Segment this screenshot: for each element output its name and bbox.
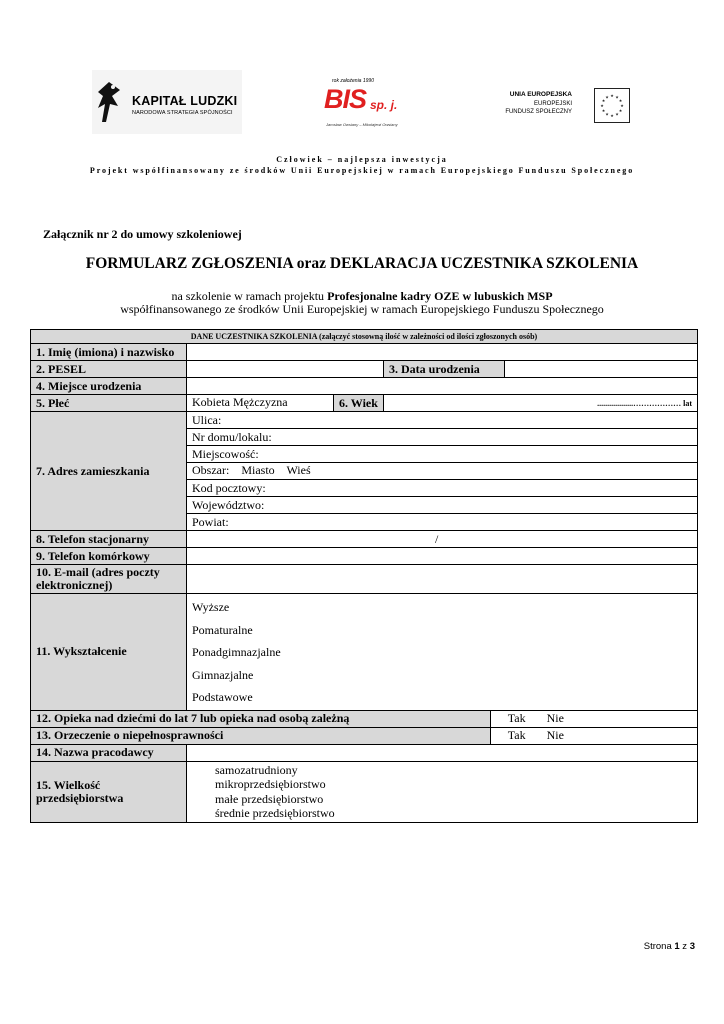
edu-label: Podstawowe	[192, 690, 253, 704]
care-no-label: Nie	[546, 710, 564, 725]
field-name[interactable]	[187, 344, 698, 361]
eu-line2: EUROPEJSKI	[533, 101, 572, 107]
edu-label: Ponadgimnazjalne	[192, 645, 281, 659]
disability-yes-label: Tak	[507, 727, 526, 742]
svg-text:★: ★	[610, 113, 614, 118]
label-pesel: 2. PESEL	[31, 361, 187, 378]
table-header: DANE UCZESTNIKA SZKOLENIA (załączyć stosowną ilość w zależności od ilości zgłoszonych osób)	[31, 330, 698, 344]
area-village-label: Wieś	[283, 463, 311, 477]
size-label: średnie przedsiębiorstwo	[215, 806, 335, 820]
svg-text:★: ★	[620, 103, 624, 108]
field-city[interactable]: Miejscowość:	[187, 446, 698, 463]
edu-option[interactable]	[192, 620, 692, 643]
kapital-ludzki-logo	[92, 70, 242, 134]
field-mobile[interactable]	[187, 548, 698, 565]
form-title: FORMULARZ ZGŁOSZENIA oraz DEKLARACJA UCZESTNIKA SZKOLENIA	[85, 255, 639, 272]
disability-no-label: Nie	[546, 727, 564, 742]
label-care: 12. Opieka nad dziećmi do lat 7 lub opieka nad osobą zależną	[31, 710, 491, 727]
field-landline[interactable]	[187, 531, 698, 548]
bis-suffix: sp. j.	[370, 98, 398, 112]
label-email: 10. E-mail (adres poczty elektronicznej)	[31, 565, 187, 594]
size-label: małe przedsiębiorstwo	[215, 791, 324, 806]
size-label: samozatrudniony	[215, 762, 298, 777]
eu-line3: FUNDUSZ SPOŁECZNY	[505, 109, 572, 115]
size-option[interactable]	[215, 778, 692, 793]
bis-owners-text: Jarosław Owsiany – Mikołajewi Owsiany	[326, 122, 398, 127]
edu-label: Pomaturalne	[192, 622, 253, 637]
label-disability: 13. Orzeczenie o niepełnosprawności	[31, 727, 491, 744]
svg-text:★: ★	[615, 94, 619, 100]
participant-data-table	[30, 329, 698, 823]
page-of: z	[679, 941, 690, 952]
svg-text:★: ★	[601, 108, 606, 113]
page-total: 3	[689, 941, 695, 952]
svg-text:★: ★	[615, 111, 619, 117]
bis-logo	[322, 78, 414, 132]
field-email[interactable]	[187, 565, 698, 594]
label-employer: 14. Nazwa pracodawcy	[31, 744, 187, 761]
field-age[interactable]: ..................……………… lat	[384, 395, 698, 412]
label-address: 7. Adres zamieszkania	[31, 412, 187, 531]
label-name: 1. Imię (imiona) i nazwisko	[31, 344, 187, 361]
edu-option[interactable]	[192, 665, 692, 688]
kapital-ludzki-emblem-icon	[98, 82, 120, 122]
field-company-size	[187, 761, 698, 822]
field-care	[491, 710, 698, 727]
kapital-ludzki-title: KAPITAŁ LUDZKI	[132, 94, 238, 108]
project-pre: na szkolenie w ramach projektu	[171, 289, 328, 303]
landline-separator: /	[435, 531, 439, 546]
size-option[interactable]	[215, 793, 692, 808]
size-label: mikroprzedsiębiorstwo	[215, 777, 326, 791]
bis-wordmark: BIS	[324, 84, 367, 114]
edu-option[interactable]	[192, 597, 692, 620]
label-education: 11. Wykształcenie	[31, 594, 187, 711]
area-city-label: Miasto	[238, 463, 275, 477]
area-label: Obszar:	[192, 463, 230, 477]
attachment-label: Załącznik nr 2 do umowy szkoleniowej	[43, 227, 242, 241]
page-label: Strona	[643, 941, 675, 952]
size-option[interactable]	[215, 764, 692, 779]
edu-label: Wyższe	[192, 600, 230, 614]
label-birth-date: 3. Data urodzenia	[384, 361, 505, 378]
label-birth-place: 4. Miejsce urodzenia	[31, 378, 187, 395]
field-education	[187, 594, 698, 711]
edu-label: Gimnazjalne	[192, 667, 254, 682]
eu-stars-flag-icon	[594, 88, 630, 123]
field-birth-place[interactable]	[187, 378, 698, 395]
label-age: 6. Wiek	[334, 395, 384, 412]
svg-text:★: ★	[601, 98, 606, 103]
field-postal-code[interactable]: Kod pocztowy:	[187, 480, 698, 497]
svg-text:★: ★	[618, 108, 623, 113]
page-footer	[644, 941, 695, 952]
page-number: 1	[674, 941, 680, 952]
size-option[interactable]	[215, 807, 692, 822]
sex-female-label: Kobieta	[192, 395, 233, 409]
edu-option[interactable]	[192, 642, 692, 665]
field-area	[187, 463, 698, 480]
svg-text:★: ★	[600, 103, 604, 108]
care-yes-label: Tak	[507, 710, 526, 725]
edu-option[interactable]	[192, 687, 692, 710]
field-house[interactable]: Nr domu/lokalu:	[187, 429, 698, 446]
field-street[interactable]: Ulica:	[187, 412, 698, 429]
field-sex	[187, 395, 334, 412]
project-name: Profesjonalne kadry OZE w lubuskich MSP	[327, 289, 553, 303]
svg-text:★: ★	[610, 93, 614, 98]
cofinanced-statement: Projekt współfinansowany ze środków Unii Europejskiej w ramach Europejskiego Funduszu Społecznego	[89, 166, 635, 175]
svg-text:★: ★	[605, 111, 609, 117]
svg-text:★: ★	[618, 98, 623, 103]
motto: Człowiek – najlepsza inwestycja	[276, 155, 448, 164]
sex-male-label: Mężczyzna	[233, 395, 288, 409]
field-pesel[interactable]	[187, 361, 384, 378]
kapital-ludzki-subtitle: NARODOWA STRATEGIA SPÓJNOŚCI	[132, 110, 233, 116]
label-sex: 5. Płeć	[31, 395, 187, 412]
field-employer[interactable]	[187, 744, 698, 761]
label-landline: 8. Telefon stacjonarny	[31, 531, 187, 548]
project-cofinanced-line: współfinansowanego ze środków Unii Europejskiej w ramach Europejskiego Funduszu Społecznego	[120, 302, 604, 316]
field-voivodeship[interactable]: Województwo:	[187, 497, 698, 514]
eu-line1: UNIA EUROPEJSKA	[509, 91, 572, 98]
field-county[interactable]: Powiat:	[187, 514, 698, 531]
label-company-size: 15. Wielkość przedsiębiorstwa	[31, 761, 187, 822]
field-birth-date[interactable]	[505, 361, 698, 378]
field-disability	[491, 727, 698, 744]
bis-founded-text: rok założenia 1990	[332, 78, 374, 84]
svg-text:★: ★	[605, 94, 609, 100]
label-mobile: 9. Telefon komórkowy	[31, 548, 187, 565]
eu-logo	[506, 88, 630, 122]
